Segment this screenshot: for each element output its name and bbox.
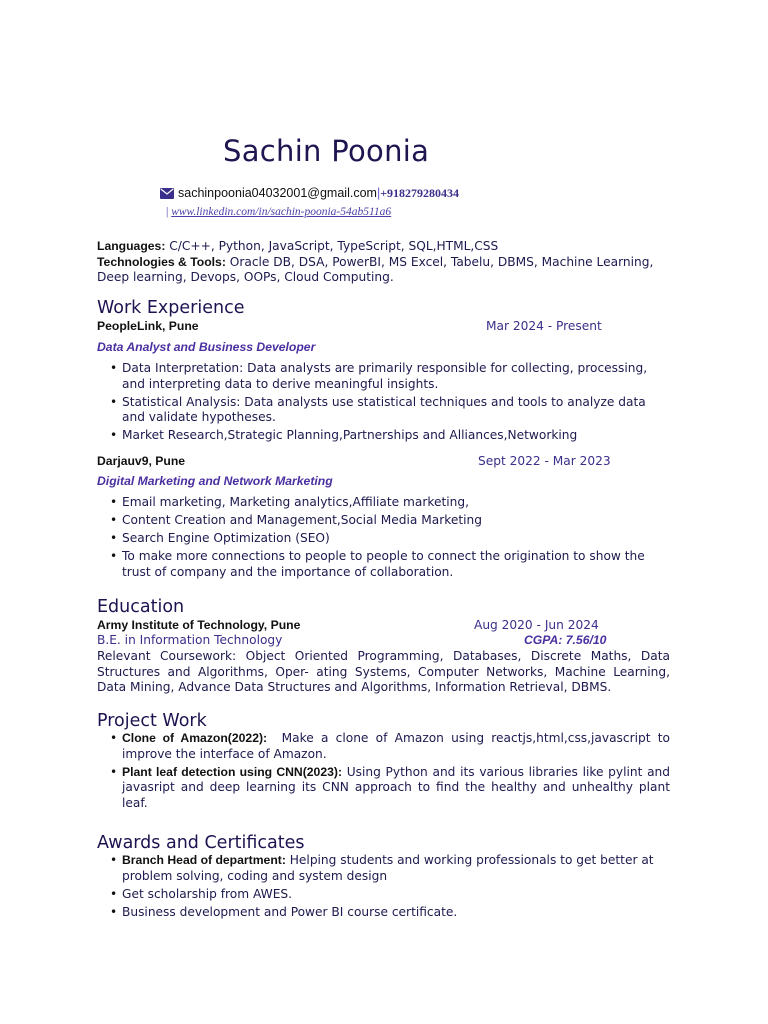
award-text: Helping students and working professionals to get better at problem solving, coding and system design bbox=[122, 853, 654, 883]
awards-heading: Awards and Certificates bbox=[97, 833, 305, 853]
email-link[interactable]: sachinpoonia04032001@gmail.com bbox=[178, 186, 377, 200]
bullet-glyph: • bbox=[110, 853, 118, 867]
award-text: Business development and Power BI course certificate. bbox=[122, 904, 458, 919]
job-bullets bbox=[97, 495, 672, 583]
tools-value: Oracle DB, DSA, PowerBI, MS Excel, Tabelu, DBMS, Machine Learning, Deep learning, Devops, OOPs, Cloud Computing. bbox=[97, 254, 654, 284]
project-label: Plant leaf detection using CNN(2023): bbox=[122, 764, 343, 779]
project-label: Clone of Amazon(2022): bbox=[122, 731, 268, 745]
bullet-glyph: • bbox=[110, 428, 118, 442]
bullet-glyph: • bbox=[110, 904, 118, 919]
bullet-glyph: • bbox=[110, 764, 118, 779]
list-item bbox=[97, 905, 672, 921]
languages-label: Languages: bbox=[97, 239, 166, 253]
languages-value: C/C++, Python, JavaScript, TypeScript, SQL,HTML,CSS bbox=[169, 239, 499, 253]
list-item: • Data Interpretation: Data analysts are primarily responsible for collecting, processing, and interpreting data to derive meaningful insights. bbox=[110, 361, 648, 391]
job-date: Mar 2024 - Present bbox=[486, 319, 602, 333]
list-item bbox=[97, 731, 670, 762]
linkedin-pipe: | bbox=[166, 206, 169, 218]
work-experience-heading: Work Experience bbox=[97, 298, 245, 318]
bullet-glyph: • bbox=[110, 394, 118, 409]
bullet-glyph: • bbox=[110, 361, 118, 375]
bullet-glyph: • bbox=[110, 886, 118, 901]
job-bullets bbox=[97, 361, 672, 446]
list-item: • Email marketing, Marketing analytics,Affiliate marketing, bbox=[110, 495, 469, 509]
skills-block bbox=[97, 239, 677, 286]
languages-row bbox=[97, 239, 677, 255]
project-work-heading: Project Work bbox=[97, 711, 207, 731]
list-item bbox=[97, 853, 672, 884]
list-item: • Search Engine Optimization (SEO) bbox=[110, 531, 330, 545]
bullet-glyph: • bbox=[110, 531, 118, 545]
envelope-icon bbox=[160, 188, 174, 202]
coursework: Relevant Coursework: Object Oriented Programming, Databases, Discrete Maths, Data Structures and Algorithms, Oper- ating Systems, Computer Networks, Machine Learning, Data Mining, Advance Data Structures and Algorithms, Information Retrieval, DBMS. bbox=[97, 649, 670, 694]
job-role: Data Analyst and Business Developer bbox=[97, 340, 316, 354]
job-org: PeopleLink, Pune bbox=[97, 319, 199, 333]
bullet-glyph: • bbox=[110, 731, 118, 745]
project-text: Using Python and its various libraries like pylint and javasript and deep learning its CNN approach to find the healthy and unhealthy plant leaf. bbox=[122, 764, 671, 810]
list-item: • To make more connections to people to people to connect the origination to show the trust of company and the importance of collaboration. bbox=[110, 549, 645, 579]
linkedin-link[interactable]: www.linkedin.com/in/sachin-poonia-54ab511a6 bbox=[171, 206, 392, 218]
bullet-glyph: • bbox=[110, 513, 118, 527]
list-item: • Market Research,Strategic Planning,Partnerships and Alliances,Networking bbox=[110, 428, 578, 442]
bullet-glyph: • bbox=[110, 549, 118, 563]
contact-separator: | bbox=[376, 186, 381, 200]
tools-label: Technologies & Tools: bbox=[97, 254, 226, 269]
linkedin-line bbox=[166, 206, 391, 218]
resume-name: Sachin Poonia bbox=[223, 134, 430, 168]
job-org: Darjauv9, Pune bbox=[97, 454, 186, 468]
school-name: Army Institute of Technology, Pune bbox=[97, 618, 301, 632]
bullet-glyph: • bbox=[110, 495, 118, 509]
phone-number[interactable]: +918279280434 bbox=[380, 186, 460, 200]
award-label: Branch Head of department: bbox=[122, 853, 286, 867]
tools-row bbox=[97, 255, 677, 286]
project-text: Make a clone of Amazon using reactjs,html,css,javascript to improve the interface of Amazon. bbox=[122, 731, 670, 761]
job-date: Sept 2022 - Mar 2023 bbox=[478, 454, 611, 468]
contact-line bbox=[160, 186, 459, 202]
award-text: Get scholarship from AWES. bbox=[122, 886, 293, 901]
awards-list bbox=[97, 853, 672, 923]
project-list bbox=[97, 731, 670, 814]
list-item bbox=[97, 887, 672, 903]
education-heading: Education bbox=[97, 597, 185, 617]
list-item: • Statistical Analysis: Data analysts use statistical techniques and tools to analyze data and validate hypotheses. bbox=[110, 394, 646, 424]
degree: B.E. in Information Technology bbox=[97, 633, 283, 647]
job-role: Digital Marketing and Network Marketing bbox=[97, 474, 333, 488]
education-date: Aug 2020 - Jun 2024 bbox=[474, 618, 599, 632]
cgpa: CGPA: 7.56/10 bbox=[524, 633, 607, 647]
list-item: • Content Creation and Management,Social Media Marketing bbox=[110, 513, 482, 527]
list-item bbox=[97, 765, 670, 812]
